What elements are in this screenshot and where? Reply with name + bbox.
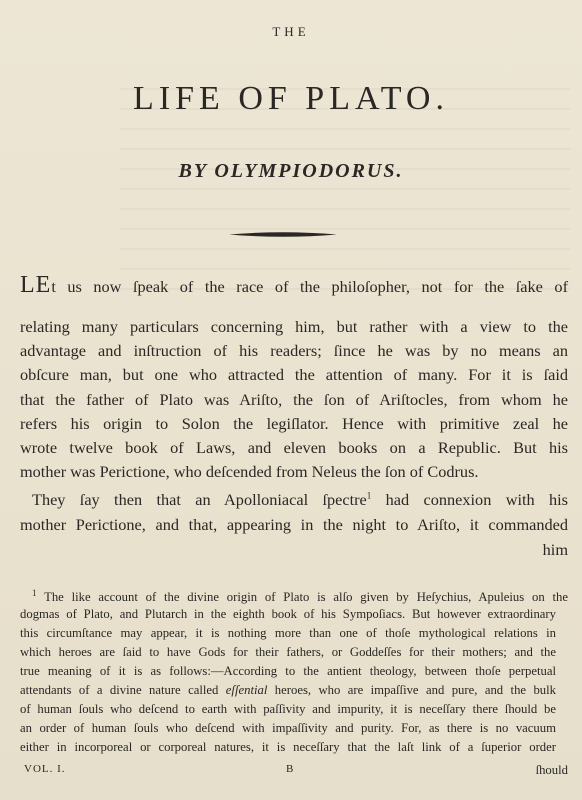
text-line: advantage and inſtruction of his readers; ſince he was by no means an: [20, 341, 568, 360]
footnote-line: dogmas of Plato, and Plutarch in the eighth book of his Sympoſiacs. But however extraordinary: [20, 607, 556, 621]
signature-mark: B: [286, 763, 295, 775]
footnote-number: 1: [32, 588, 37, 598]
footnote-line: of human ſouls who deſcend to earth with paſſivity and impurity, it is neceſſary there ſhould be: [20, 702, 556, 716]
text-line: that the father of Plato was Ariſto, the ſon of Ariſtocles, from whom he: [20, 390, 568, 409]
catchword: him: [542, 540, 568, 559]
page-title: LIFE OF PLATO.: [133, 80, 449, 117]
footnote-line: this circumſtance may appear, it is nothing more than one of thoſe mythological relations in: [20, 626, 556, 640]
footnote-catchword: ſhould: [535, 763, 568, 777]
italic-term: eſſential: [225, 683, 268, 697]
title-prefix: THE: [272, 24, 310, 39]
ornamental-rule: [229, 231, 337, 238]
text-line: obſcure man, but one who attracted the attention of many. For it is ſaid: [20, 365, 568, 384]
footnote-line: which heroes are ſaid to have Gods for their fathers, or Goddeſſes for their mothers; and the: [20, 645, 556, 659]
text-line: mother Perictione, and that, appearing in the night to Ariſto, it commanded: [20, 515, 568, 534]
footnote-mark: 1: [366, 490, 372, 501]
footnote-line: true meaning of it is as follows:—According to the antient theology, between thoſe perpetual: [20, 664, 556, 678]
footnote-line: either in incorporeal or corporeal natures, it is neceſſary that the laſt link of a ſuperior order: [20, 740, 556, 754]
text-line: LEt us now ſpeak of the race of the philoſopher, not for the ſake of: [20, 272, 568, 298]
text-line: They ſay then that an Apolloniacal ſpectre$^1$ had connexion with his: [32, 490, 569, 509]
text-line: relating many particulars concerning him, but rather with a view to the: [20, 317, 568, 336]
footnote-line: attendants of a divine nature called eſſential heroes, who are impaſſive and pure, and the bulk: [20, 683, 557, 697]
author-byline: BY OLYMPIODORUS.: [178, 160, 404, 182]
text-line: refers his origin to Solon the legiſlator. Hence with primitive zeal he: [20, 414, 568, 433]
volume-label: VOL. I.: [24, 763, 66, 775]
drop-cap: LE: [20, 272, 52, 298]
text-line: wrote twelve book of Laws, and eleven books on a Republic. But his: [20, 438, 568, 457]
footnote-line: $^1$ The like account of the divine origin of Plato is alſo given by Heſychius, Apuleius on the: [32, 588, 568, 605]
text-line: mother was Perictione, who deſcended from Neleus the ſon of Codrus.: [20, 462, 479, 481]
footnote-line: an order of human ſouls who deſcend with impaſſivity and purity. For, as there is no vacuum: [20, 721, 556, 735]
